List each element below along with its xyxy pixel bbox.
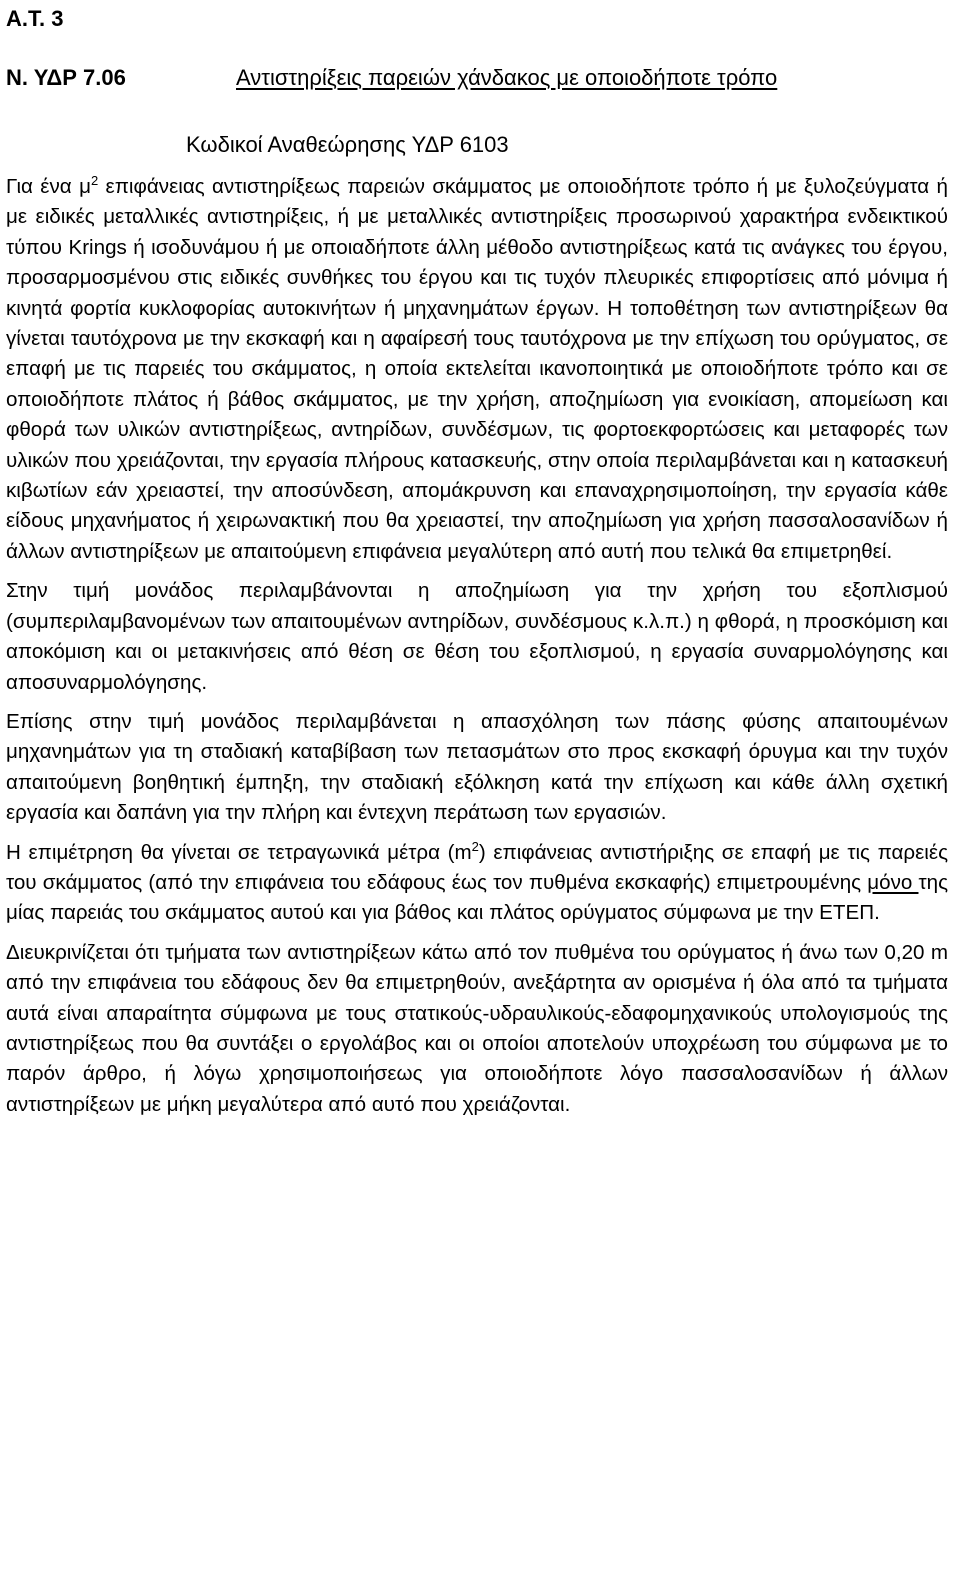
article-number: Α.Τ. 3	[6, 6, 64, 31]
paragraph-text: ) επιφάνειας αντιστήριξης σε επαφή με τις παρειές του σκάμματος (από την επιφάνεια του εδάφους έως τον πυθμένα εκσκαφής) επιμετρουμένης	[6, 840, 948, 894]
article-text	[6, 172, 948, 1129]
paragraph-text: Για ένα μ	[6, 175, 91, 198]
paragraph-description	[6, 172, 948, 567]
superscript: 2	[471, 838, 479, 854]
underlined-text: μόνο	[867, 870, 919, 894]
article-code: Ν. ΥΔΡ 7.06	[6, 65, 126, 90]
paragraph-text: επιφάνειας αντιστηρίξεως παρειών σκάμματος με οποιοδήποτε τρόπο ή με ξυλοζεύγματα ή με ειδικές μεταλλικές αντιστηρίξεις, ή με μεταλλικές αντιστηρίξεις προσωρινού χαρακτήρα ενδεικτικού τύπου Krings ή ισοδυνάμου ή με οποιαδήποτε άλλη μέθοδο αντιστηρίξεως κατά τις ανάγκες του έργου, προσαρμοσμένου στις ειδικές συνθήκες του έργου και τις τυχόν πλευρικές επιφορτίσεις από μόνιμα ή κινητά φορτία κυκλοφορίας αυτοκινήτων ή μηχανημάτων έργων. Η τοποθέτηση των αντιστηρίξεων θα γίνεται ταυτόχρονα με την εκσκαφή και η αφαίρεσή τους ταυτόχρονα με την επίχωση του ορύγματος, σε επαφή με τις παρειές του σκάμματος, η οποία εκτελείται ικανοποιητικά με οποιοδήποτε τρόπο και σε οποιοδήποτε πλάτος ή βάθος σκάμματος, με την χρήση, αποζημίωση για ενοικίαση, απομείωση και φθορά των υλικών αντιστηρίξεως, αντηρίδων, συνδέσμων, τις φορτοεκφορτώσεις και μεταφορές των υλικών που χρειάζονται, την εργασία πλήρους κατασκευής, στην οποία περιλαμβάνεται και η κατασκευή κιβωτίων εάν χρειαστεί, την αποσύνδεση, απομάκρυνση και επαναχρησιμοποίηση, την εργασία κάθε είδους μηχανήματος ή χειρωνακτική που θα χρειαστεί, την αποζημίωση για χρήση πασσαλοσανίδων ή άλλων αντιστηρίξεων με απαιτούμενη επιφάνεια μεγαλύτερη από αυτή που τελικά θα επιμετρηθεί.	[6, 175, 948, 563]
paragraph-unit-price-extra: Επίσης στην τιμή μονάδος περιλαμβάνεται η απασχόληση των πάσης φύσης απαιτουμένων μηχανημάτων για τη σταδιακή καταβίβαση των πετασμάτων στο προς εκσκαφή όρυγμα και την τυχόν απαιτούμενη βοηθητική έμπηξη, την σταδιακή εξόλκηση κατά την επίχωση και κάθε άλλη σχετική εργασία και δαπάνη για την πλήρη και έντεχνη περάτωση των εργασιών.	[6, 709, 948, 825]
paragraph-measurement	[6, 838, 948, 929]
paragraph-clarification: Διευκρινίζεται ότι τμήματα των αντιστηρίξεων κάτω από τον πυθμένα του ορύγματος ή άνω των 0,20 m από την επιφάνεια του εδάφους δεν θα επιμετρηθούν, ανεξάρτητα αν ορισμένα ή όλα από τα τμήματα αυτά είναι απαραίτητα σύμφωνα με τους στατικούς-υδραυλικούς-εδαφομηχανικούς υπολογισμούς της αντιστηρίξεως που θα συντάξει ο εργολάβος και οι οποίοι αποτελούν υποχρέωση του σύμφωνα με το παρόν άρθρο, ή λόγω χρησιμοποιήσεως για οποιοδήποτε λόγο πασσαλοσανίδων ή άλλων αντιστηρίξεων με μήκη μεγαλύτερα από αυτό που χρειάζονται.	[6, 940, 948, 1116]
revision-codes: Κωδικοί Αναθεώρησης ΥΔΡ 6103	[186, 132, 509, 157]
article-title: Αντιστηρίξεις παρειών χάνδακος με οποιοδήποτε τρόπο	[236, 65, 778, 90]
paragraph-unit-price: Στην τιμή μονάδος περιλαμβάνονται η αποζημίωση για την χρήση του εξοπλισμού (συμπεριλαμβανομένων των απαιτουμένων αντηρίδων, συνδέσμους κ.λ.π.) η φθορά, η προσκόμιση και αποκόμιση και οι μετακινήσεις από θέση σε θέση του εξοπλισμού, η εργασία συναρμολόγησης και αποσυναρμολόγησης.	[6, 579, 948, 694]
superscript: 2	[90, 173, 99, 188]
paragraph-text: της μίας παρειάς του σκάμματος αυτού και για βάθος και πλάτος ορύγματος σύμφωνα με την ΕΤΕΠ.	[6, 870, 948, 925]
paragraph-text: Η επιμέτρηση θα γίνεται σε τετραγωνικά μέτρα (m	[6, 840, 472, 864]
